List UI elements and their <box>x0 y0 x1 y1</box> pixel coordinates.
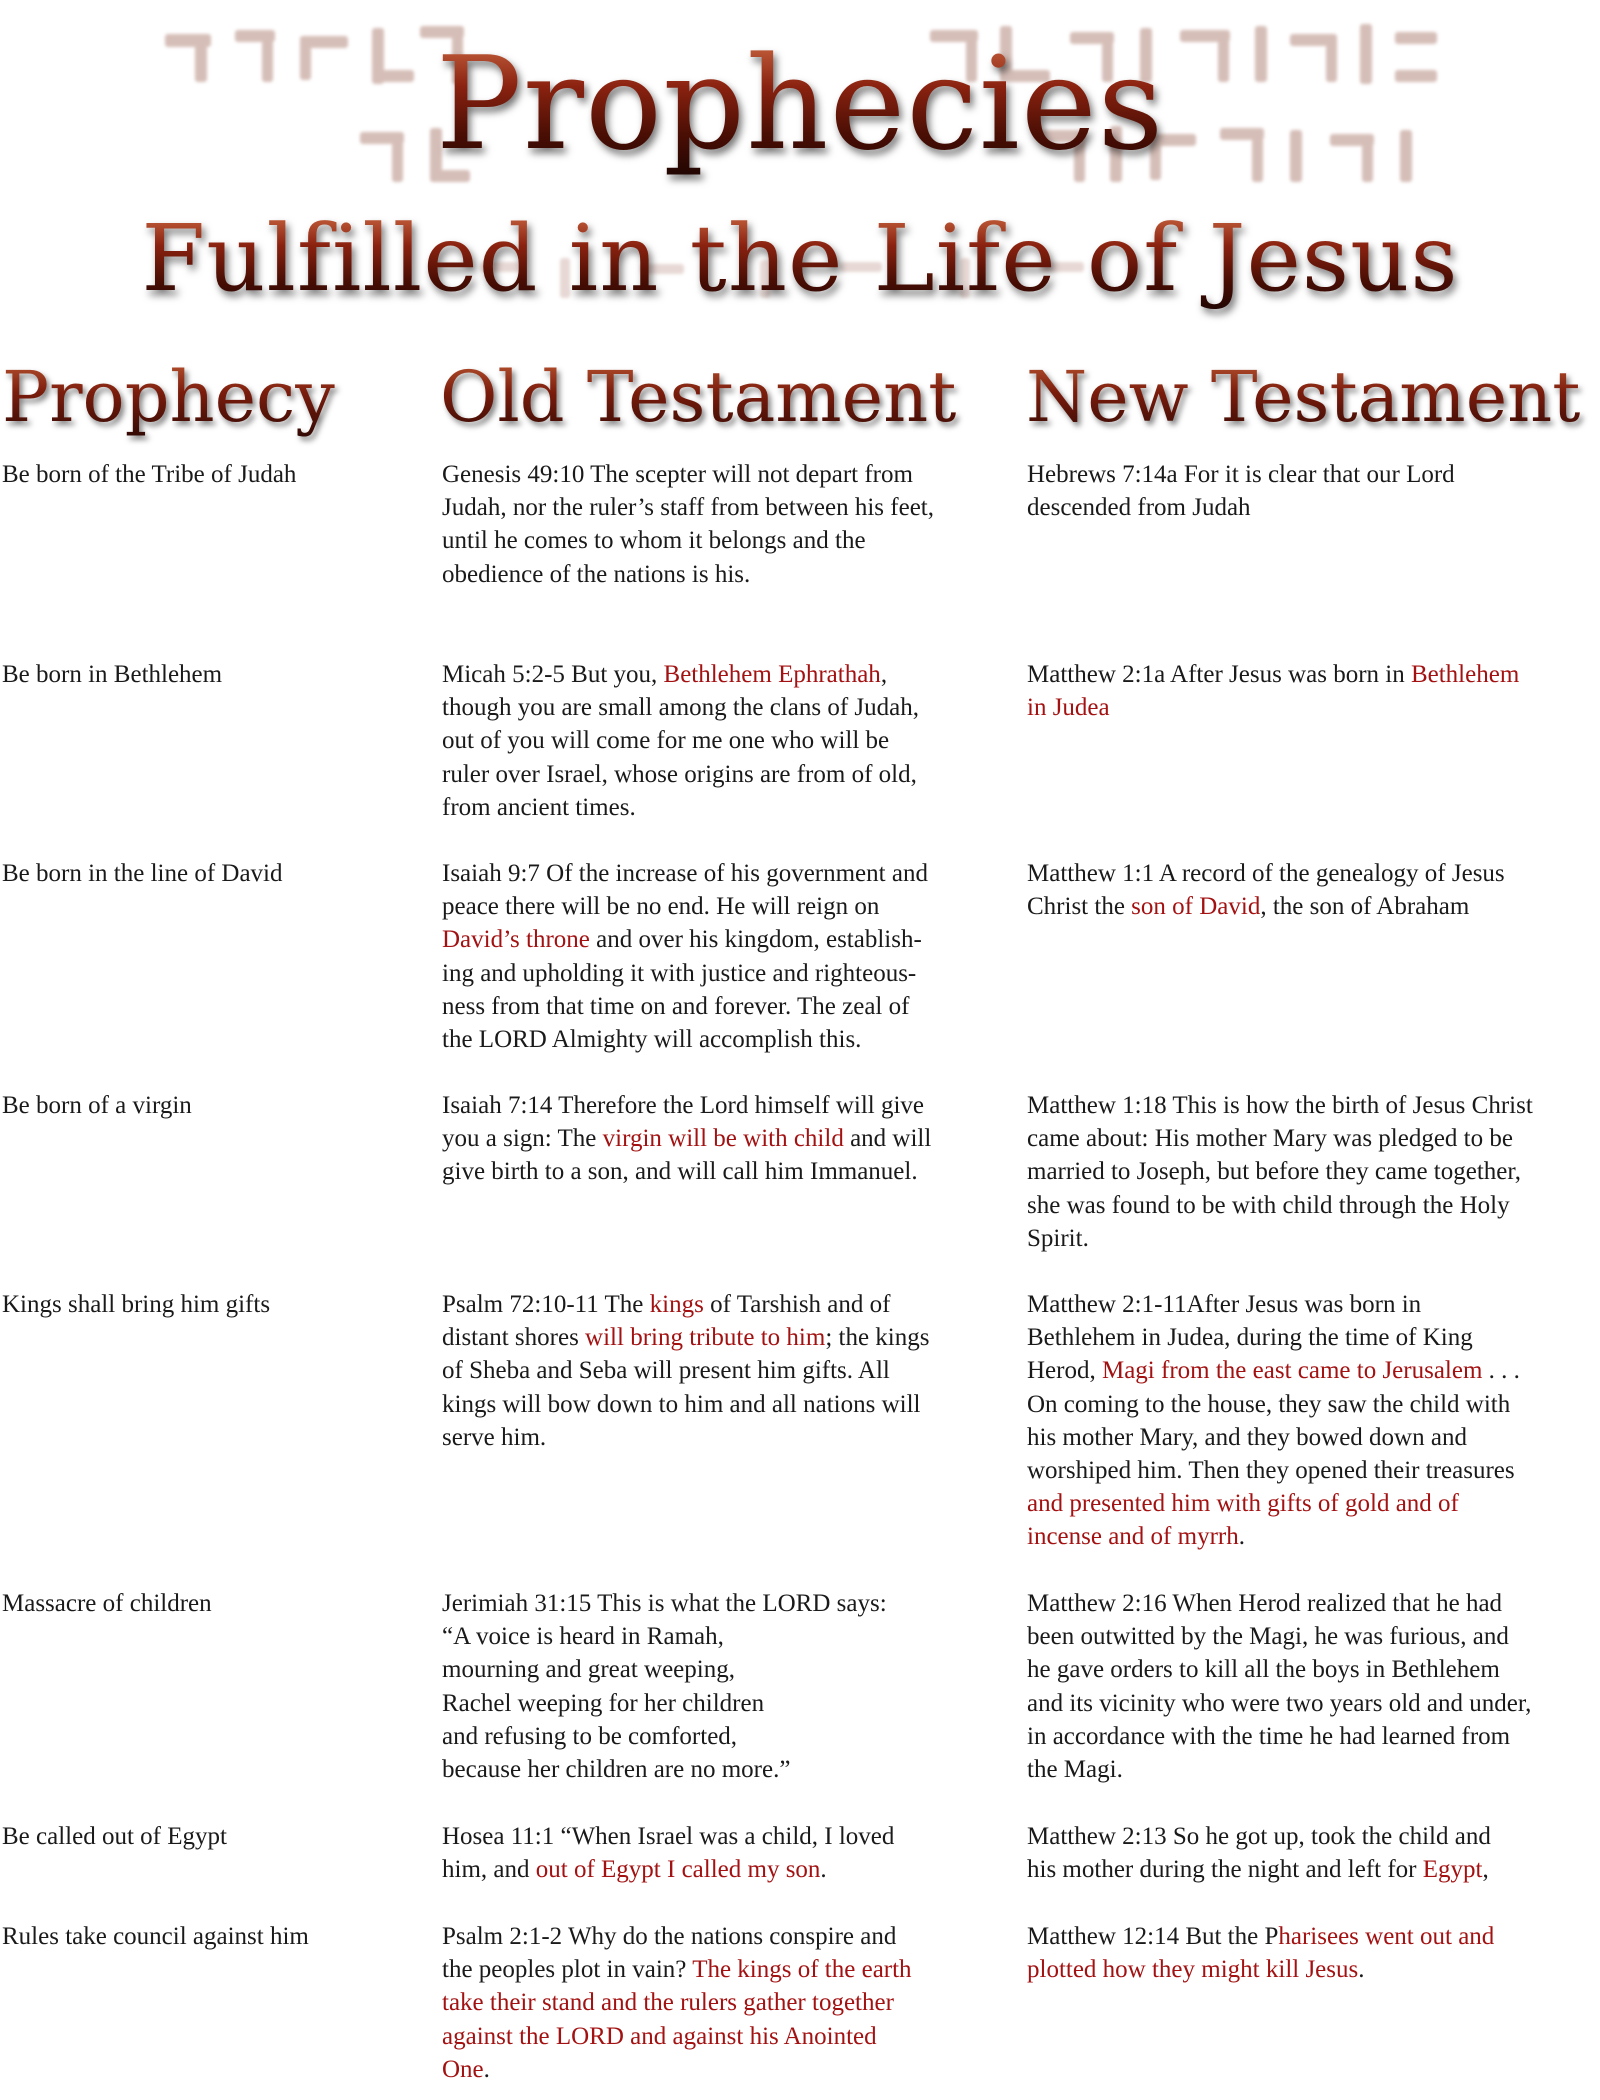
highlighted-text: Bethlehem in Judea <box>1027 661 1520 722</box>
old-testament-cell <box>442 1820 1002 1886</box>
table-row <box>0 458 1600 658</box>
verse-text: of Tarshish and of distant shores <box>442 1291 891 1352</box>
table-row <box>0 1587 1600 1820</box>
prophecy-cell: Be born of the Tribe of Judah <box>2 461 297 488</box>
table-row <box>0 1089 1600 1288</box>
verse-text: Psalm 72:10-11 The <box>442 1291 650 1318</box>
new-testament-cell <box>1027 1288 1600 1554</box>
table-row <box>0 658 1600 857</box>
verse-text: Matthew 2:1-11After Jesus was born in Bethlehem in Judea, during the time of King Herod, <box>1027 1291 1473 1385</box>
highlighted-text: Magi from the east came to Jerusalem <box>1101 1357 1483 1385</box>
prophecy-cell: Be called out of Egypt <box>2 1823 227 1850</box>
old-testament-cell <box>442 658 1002 824</box>
verse-text: . <box>820 1856 827 1884</box>
column-header-new-testament: New Testament <box>1026 352 1580 442</box>
verse-text: and will give birth to a son, and will call him Immanuel. <box>442 1125 932 1186</box>
old-testament-cell <box>442 1587 1002 1786</box>
highlighted-text: The kings of the earth take their stand and the rulers gather together against the LORD and against his Anointed One <box>442 1956 912 2083</box>
old-testament-cell <box>442 1288 1002 1454</box>
highlighted-text: son of David <box>1131 893 1261 921</box>
verse-text: , though you are small among the clans of Judah, out of you will come for me one who will be ruler over Israel, whose origins are from of old, from ancient times. <box>442 661 919 821</box>
highlighted-text: David’s throne <box>442 926 590 954</box>
table-row <box>0 1820 1600 1920</box>
new-testament-cell <box>1027 1920 1600 1986</box>
highlighted-text: and presented him with gifts of gold and of incense and of myrrh <box>1027 1490 1459 1551</box>
highlighted-text: harisees went out and plotted how they might kill Jesus <box>1027 1923 1495 1984</box>
highlighted-text: out of Egypt I called my son <box>535 1856 821 1884</box>
verse-text: . <box>483 2055 490 2083</box>
verse-text: Genesis 49:10 The scepter will not depart from Judah, nor the ruler’s staff from between his feet, until he comes to whom it belongs and the obedience of the nations is his. <box>442 461 934 588</box>
column-header-prophecy: Prophecy <box>2 352 335 442</box>
old-testament-cell <box>442 458 1002 591</box>
verse-text: and over his kingdom, establish- ing and upholding it with justice and righteous- ness from that time on and forever. The zeal of the LORD Almighty will accomplish this. <box>442 926 922 1054</box>
page-title: Prophecies <box>0 30 1600 179</box>
table-row <box>0 857 1600 1089</box>
table-row <box>0 1288 1600 1587</box>
verse-text: Matthew 12:14 But the P <box>1027 1923 1279 1950</box>
highlighted-text: virgin will be with child <box>602 1125 844 1153</box>
verse-text: Matthew 2:16 When Herod realized that he had been outwitted by the Magi, he was furious, and he gave orders to kill all the boys in Bethlehem and its vicinity who were two years old and under, in accordance with the time he had learned from the Magi. <box>1027 1590 1532 1784</box>
page-header <box>0 0 1600 345</box>
verse-text: Jerimiah 31:15 This is what the LORD says: “A voice is heard in Ramah, mourning and great weeping, Rachel weeping for her children and refusing to be comforted, because her children are no more.” <box>442 1590 887 1784</box>
old-testament-cell <box>442 1089 1002 1189</box>
new-testament-cell <box>1027 1820 1600 1886</box>
old-testament-cell <box>442 857 1002 1056</box>
new-testament-cell <box>1027 1089 1600 1255</box>
new-testament-cell <box>1027 458 1600 524</box>
prophecy-cell: Be born of a virgin <box>2 1092 192 1119</box>
verse-text: Isaiah 9:7 Of the increase of his government and peace there will be no end. He will reign on <box>442 860 928 921</box>
verse-text: Hosea 11:1 “When Israel was a child, I loved him, and <box>442 1823 895 1884</box>
new-testament-cell <box>1027 857 1600 923</box>
verse-text: , the son of Abraham <box>1260 893 1470 921</box>
highlighted-text: will bring tribute to him <box>585 1324 826 1352</box>
verse-text: Matthew 2:13 So he got up, took the child and his mother during the night and left for <box>1027 1823 1491 1884</box>
verse-text: , <box>1482 1856 1489 1884</box>
verse-text: Matthew 1:1 A record of the genealogy of Jesus Christ the <box>1027 860 1505 921</box>
verse-text: . <box>1358 1956 1365 1984</box>
table-row <box>0 1920 1600 2090</box>
highlighted-text: kings <box>649 1291 704 1318</box>
prophecy-table <box>0 458 1600 2090</box>
prophecy-cell: Be born in Bethlehem <box>2 661 223 688</box>
verse-text: Micah 5:2-5 But you, <box>442 661 664 688</box>
prophecy-cell: Kings shall bring him gifts <box>2 1291 271 1318</box>
prophecy-cell: Be born in the line of David <box>2 860 283 887</box>
verse-text: Matthew 2:1a After Jesus was born in <box>1027 661 1411 688</box>
verse-text: Psalm 2:1-2 Why do the nations conspire and the peoples plot in vain? <box>442 1923 897 1984</box>
highlighted-text: Egypt <box>1422 1856 1483 1884</box>
old-testament-cell <box>442 1920 1002 2086</box>
page-subtitle: Fulfilled in the Life of Jesus <box>0 205 1600 312</box>
prophecy-cell: Rules take council against him <box>2 1923 309 1950</box>
verse-text: . <box>1238 1523 1245 1551</box>
verse-text: ; the kings of Sheba and Seba will present him gifts. All kings will bow down to him and all nations will serve him. <box>442 1324 930 1451</box>
column-header-old-testament: Old Testament <box>440 352 956 442</box>
new-testament-cell <box>1027 1587 1600 1786</box>
verse-text: Matthew 1:18 This is how the birth of Jesus Christ came about: His mother Mary was pledged to be married to Joseph, but before they came together, she was found to be with child through the Holy Spirit. <box>1027 1092 1533 1252</box>
prophecy-cell: Massacre of children <box>2 1590 212 1617</box>
new-testament-cell <box>1027 658 1600 724</box>
verse-text: Isaiah 7:14 Therefore the Lord himself will give you a sign: The <box>442 1092 925 1153</box>
highlighted-text: Bethlehem Ephrathah <box>663 661 881 688</box>
verse-text: . . . On coming to the house, they saw the child with his mother Mary, and they bowed down and worshiped him. Then they opened their treasures <box>1027 1357 1520 1485</box>
verse-text: Hebrews 7:14a For it is clear that our Lord descended from Judah <box>1027 461 1455 522</box>
